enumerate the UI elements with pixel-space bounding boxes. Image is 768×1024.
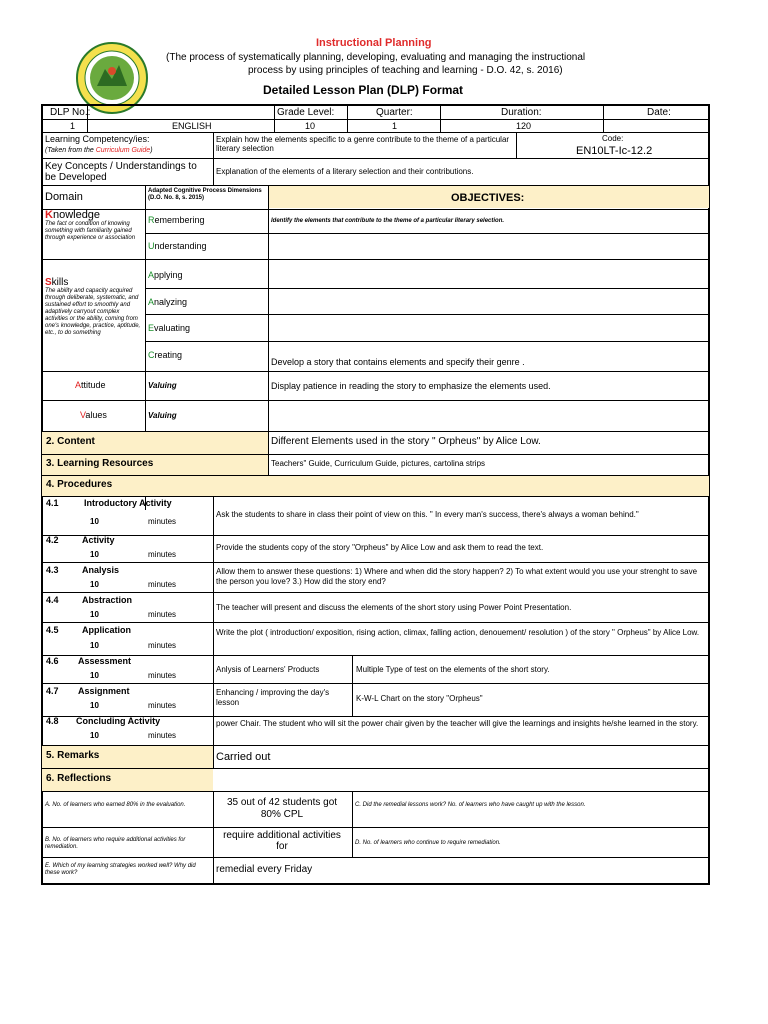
- header-description-line1: (The process of systematically planning, developing, evaluating and managing the instructional: [166, 52, 586, 63]
- procedure-minutes-value: 10: [90, 671, 99, 680]
- procedure-text-secondary: K-W-L Chart on the story "Orpheus": [356, 694, 483, 703]
- remarks-label: 5. Remarks: [46, 750, 100, 761]
- grade-level-value: 10: [305, 121, 316, 131]
- values-level: Valuing: [148, 411, 177, 420]
- knowledge-label: Knowledge: [45, 209, 101, 221]
- evaluating-label: Evaluating: [148, 323, 191, 333]
- procedure-number: 4.7: [46, 686, 59, 696]
- procedure-number: 4.1: [46, 498, 59, 508]
- procedure-minutes-label: minutes: [148, 641, 177, 650]
- quarter-label: Quarter:: [376, 107, 413, 118]
- procedure-minutes-value: 10: [90, 550, 99, 559]
- content-text: Different Elements used in the story " Orpheus" by Alice Low.: [271, 436, 541, 447]
- procedure-minutes-value: 10: [90, 610, 99, 619]
- procedure-number: 4.2: [46, 535, 59, 545]
- procedure-text: Ask the students to share in class their point of view on this. " In every man's success, there's always a woman behind.": [216, 510, 639, 519]
- quarter-value: 1: [392, 121, 398, 131]
- procedure-name: Application: [82, 625, 131, 635]
- knowledge-description: The fact or condition of knowing something with familiarity gained through experience or association: [45, 221, 136, 241]
- reflection-answer-a: 35 out of 42 students got 80% CPL: [226, 797, 338, 820]
- procedure-text: Allow them to answer these questions: 1) Where and when did the story happen? 2) To what extent would you use your strenght to save the person you love? 3.) How did the story end?: [216, 567, 698, 586]
- values-label: Values: [80, 410, 107, 420]
- remembering-label: Remembering: [148, 215, 205, 225]
- header-description-line2: process by using principles of teaching and learning - D.O. 42, s. 2016): [248, 65, 563, 76]
- procedure-minutes-label: minutes: [148, 701, 177, 710]
- objectives-header: OBJECTIVES:: [451, 192, 525, 204]
- dlp-number-label: DLP No.:: [50, 107, 91, 118]
- subject-value: ENGLISH: [172, 121, 212, 131]
- learning-resources-text: Teachers" Guide, Curriculum Guide, pictures, cartolina strips: [271, 459, 486, 468]
- date-label: Date:: [647, 107, 671, 118]
- reflection-question-d: D. No. of learners who continue to require remediation.: [355, 840, 501, 846]
- procedure-text: The teacher will present and discuss the elements of the short story using Power Point Presentation.: [216, 603, 572, 612]
- procedure-minutes-value: 10: [90, 731, 99, 740]
- skills-description: The ability and capacity acquired through deliberate, systematic, and sustained effort to smoothly and adaptively carryout complex activities or the ability, coming from one's knowledge, practice, aptitude, etc., to do something: [45, 288, 141, 336]
- analyzing-label: Analyzing: [148, 297, 188, 307]
- reflection-question-a: A. No. of learners who earned 80% in the evaluation.: [45, 802, 186, 808]
- procedure-name: Abstraction: [82, 595, 133, 605]
- procedure-minutes-label: minutes: [148, 731, 177, 740]
- cognitive-dimensions-header: Adapted Cognitive Process Dimensions (D.O. No. 8, s. 2015): [148, 188, 262, 201]
- creating-label: Creating: [148, 350, 183, 360]
- procedure-text-secondary: Multiple Type of test on the elements of the short story.: [356, 665, 550, 674]
- procedure-number: 4.3: [46, 565, 59, 575]
- procedure-minutes-value: 10: [90, 641, 99, 650]
- attitude-level: Valuing: [148, 381, 177, 390]
- key-concepts-text: Explanation of the elements of a literary selection and their contributions.: [216, 167, 474, 176]
- attitude-label: Attitude: [75, 380, 106, 390]
- procedure-minutes-value: 10: [90, 580, 99, 589]
- duration-value: 120: [516, 121, 532, 131]
- procedure-minutes-label: minutes: [148, 610, 177, 619]
- content-label: 2. Content: [46, 436, 95, 447]
- learning-resources-label: 3. Learning Resources: [46, 458, 154, 469]
- procedure-name: Analysis: [82, 565, 120, 575]
- competency-text: Explain how the elements specific to a genre contribute to the theme of a particular literary selection: [216, 135, 510, 153]
- applying-label: Applying: [148, 270, 183, 280]
- remembering-objective: Identify the elements that contribute to the theme of a particular literary selection.: [271, 218, 505, 224]
- procedure-minutes-value: 10: [90, 701, 99, 710]
- key-concepts-label: Key Concepts / Understandings to be Developed: [45, 161, 197, 183]
- procedures-label: 4. Procedures: [46, 479, 113, 490]
- grade-level-label: Grade Level:: [277, 107, 335, 118]
- procedure-name: Assignment: [78, 686, 130, 696]
- procedure-name: Introductory Activity: [84, 498, 172, 508]
- reflection-answer-e: remedial every Friday: [216, 864, 313, 875]
- reflection-question-e: E. Which of my learning strategies worked well? Why did these work?: [45, 863, 196, 876]
- creating-objective: Develop a story that contains elements and specify their genre .: [271, 357, 525, 367]
- procedure-text: Provide the students copy of the story "Orpheus" by Alice Low and ask them to read the text.: [216, 543, 544, 552]
- procedure-minutes-label: minutes: [148, 517, 177, 526]
- dlp-format-title: Detailed Lesson Plan (DLP) Format: [263, 83, 464, 97]
- code-label: Code:: [602, 134, 624, 143]
- procedure-text: Anlysis of Learners' Products: [216, 665, 320, 674]
- dlp-number-value: 1: [70, 121, 76, 131]
- reflection-answer-b: require additional activities for: [223, 830, 341, 852]
- competency-source: (Taken from the Curriculum Guide): [45, 147, 153, 154]
- remarks-text: Carried out: [216, 751, 271, 763]
- code-value: EN10LT-Ic-12.2: [576, 145, 653, 157]
- procedure-minutes-value: 10: [90, 517, 99, 526]
- reflections-label: 6. Reflections: [46, 773, 112, 784]
- procedure-number: 4.6: [46, 656, 59, 666]
- procedure-text: power Chair. The student who will sit the power chair given by the teacher will give the learnings and insights he/she learned in the story.: [216, 719, 699, 728]
- skills-label: Skills: [45, 277, 69, 288]
- procedure-number: 4.4: [46, 595, 59, 605]
- procedure-number: 4.5: [46, 625, 59, 635]
- curriculum-guide-link: Curriculum Guide: [95, 147, 151, 154]
- understanding-label: Understanding: [148, 241, 207, 251]
- procedure-minutes-label: minutes: [148, 671, 177, 680]
- procedure-text: Enhancing / improving the day's lesson: [216, 688, 330, 707]
- domain-header: Domain: [45, 191, 83, 203]
- procedure-name: Activity: [82, 535, 115, 545]
- duration-label: Duration:: [501, 107, 542, 118]
- procedure-name: Assessment: [78, 656, 132, 666]
- procedure-name: Concluding Activity: [76, 716, 161, 726]
- procedure-text: Write the plot ( introduction/ exposition, rising action, climax, falling action, denouement/ resolution ) of the story " Orpheus" by Alice Low.: [216, 628, 700, 637]
- attitude-objective: Display patience in reading the story to emphasize the elements used.: [271, 381, 551, 391]
- procedure-number: 4.8: [46, 716, 59, 726]
- procedure-minutes-label: minutes: [148, 580, 177, 589]
- procedure-minutes-label: minutes: [148, 550, 177, 559]
- reflection-question-b: B. No. of learners who require additional activities for remediation.: [45, 837, 186, 850]
- page-header-title: Instructional Planning: [316, 37, 432, 49]
- reflection-question-c: C. Did the remedial lessons work? No. of learners who have caught up with the lesson.: [355, 802, 586, 808]
- competency-label: Learning Competency/ies:: [45, 134, 150, 144]
